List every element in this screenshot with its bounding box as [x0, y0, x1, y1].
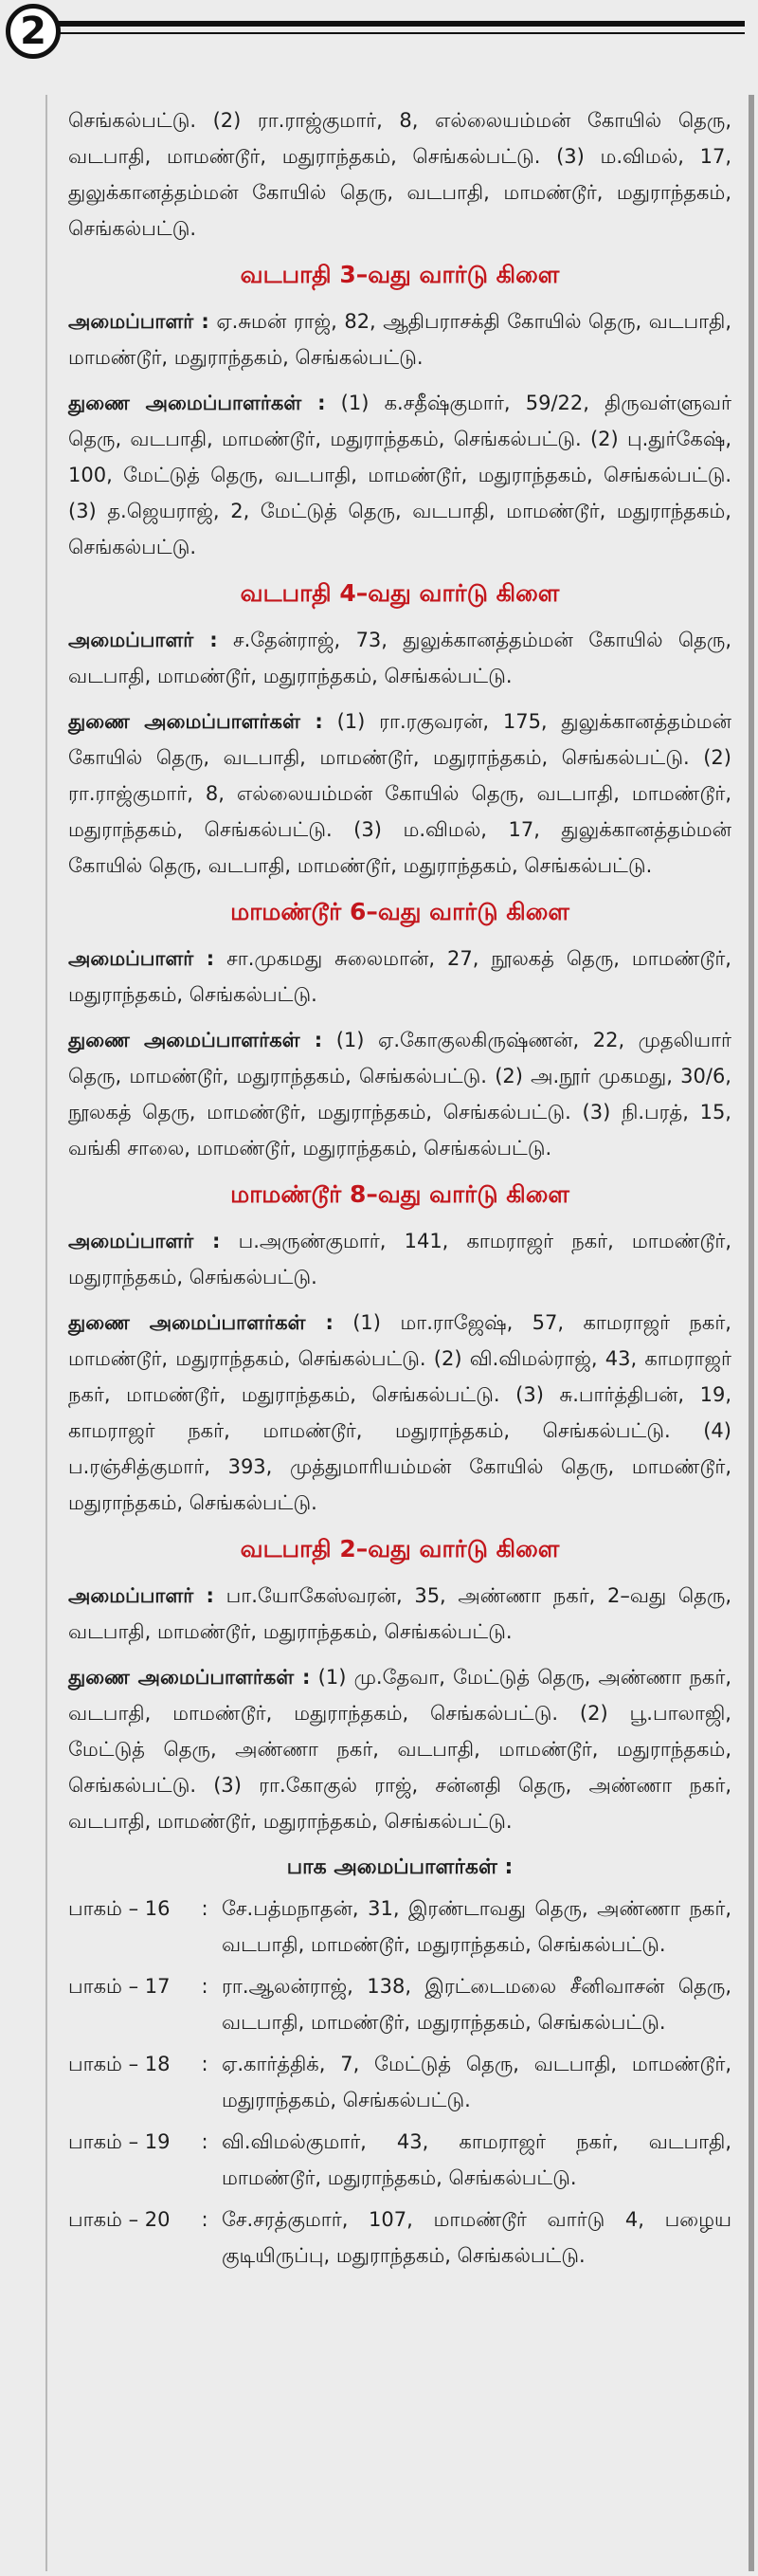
- organizer-paragraph: [68, 303, 731, 375]
- deputy-text: (1) ஏ.கோகுலகிருஷ்ணன், 22, முதலியார் தெரு, மாமண்டூர், மதுராந்தகம், செங்கல்பட்டு. (2) அ.நூர் முகமது, 30/6, நூலகத் தெரு, மாமண்டூர், மதுராந்தகம், செங்கல்பட்டு. (3) நி.பரத், 15, வங்கி சாலை, மாமண்டூர், மதுராந்தகம், செங்கல்பட்டு.: [68, 1029, 731, 1160]
- booth-row: [68, 2046, 731, 2118]
- deputy-paragraph: [68, 703, 731, 884]
- ward-heading: வடபாதி 4–வது வார்டு கிளை: [240, 579, 560, 607]
- booth-organizer-text: வி.விமல்குமார், 43, காமராஜர் நகர், வடபாதி, மாமண்டூர், மதுராந்தகம், செங்கல்பட்டு.: [222, 2130, 731, 2189]
- booth-row: [68, 1968, 731, 2040]
- deputy-text: (1) மு.தேவா, மேட்டுத் தெரு, அண்ணா நகர், வடபாதி, மாமண்டூர், மதுராந்தகம், செங்கல்பட்டு. (2) பூ.பாலாஜி, மேட்டுத் தெரு, அண்ணா நகர், வடபாதி, மாமண்டூர், மதுராந்தகம், செங்கல்பட்டு. (3) ரா.கோகுல் ராஜ், சன்னதி தெரு, அண்ணா நகர், வடபாதி, மாமண்டூர், மதுராந்தகம், செங்கல்பட்டு.: [68, 1666, 732, 1833]
- booth-organizer-text: சே.சரத்குமார், 107, மாமண்டூர் வார்டு 4, பழைய குடியிருப்பு, மதுராந்தகம், செங்கல்பட்டு.: [222, 2208, 731, 2267]
- ward-section: [68, 575, 731, 884]
- booth-row: [68, 1891, 731, 1963]
- booth-organizer-text: சே.பத்மநாதன், 31, இரண்டாவது தெரு, அண்ணா நகர், வடபாதி, மாமண்டூர், மதுராந்தகம், செங்கல்பட்டு.: [222, 1897, 731, 1956]
- booth-organizer-text: ஏ.கார்த்திக், 7, மேட்டுத் தெரு, வடபாதி, மாமண்டூர், மதுராந்தகம், செங்கல்பட்டு.: [222, 2053, 731, 2111]
- booth-number: பாகம் – 18: [68, 2053, 171, 2075]
- organizer-label: அமைப்பாளர் :: [68, 629, 218, 651]
- deputy-text: (1) ரா.ரகுவரன், 175, துலுக்கானத்தம்மன் கோயில் தெரு, வடபாதி, மாமண்டூர், மதுராந்தகம், செங்கல்பட்டு. (2) ரா.ராஜ்குமார், 8, எல்லையம்மன் கோயில் தெரு, வடபாதி, மாமண்டூர், மதுராந்தகம், செங்கல்பட்டு. (3) ம.விமல், 17, துலுக்கானத்தம்மன் கோயில் தெரு, வடபாதி, மாமண்டூர், மதுராந்தகம், செங்கல்பட்டு.: [68, 710, 731, 877]
- deputy-label: துணை அமைப்பாளர்கள் :: [68, 1311, 334, 1334]
- page-header: [0, 0, 758, 53]
- booth-separator: :: [201, 2130, 208, 2153]
- organizer-paragraph: [68, 1223, 731, 1295]
- organizer-paragraph: [68, 1578, 731, 1650]
- header-rule-thin: [57, 32, 745, 34]
- booth-separator: :: [201, 1897, 208, 1920]
- deputy-text: (1) க.சதீஷ்குமார், 59/22, திருவள்ளுவர் தெரு, வடபாதி, மாமண்டூர், மதுராந்தகம், செங்கல்பட்டு. (2) பு.துர்கேஷ், 100, மேட்டுத் தெரு, வடபாதி, மாமண்டூர், மதுராந்தகம், செங்கல்பட்டு. (3) த.ஜெயராஜ், 2, மேட்டுத் தெரு, வடபாதி, மாமண்டூர், மதுராந்தகம், செங்கல்பட்டு.: [68, 392, 731, 558]
- organizer-label: அமைப்பாளர் :: [68, 310, 209, 333]
- booth-row: [68, 2201, 731, 2274]
- page-number-badge: 2: [6, 4, 61, 59]
- deputy-paragraph: [68, 1659, 731, 1839]
- intro-paragraph: செங்கல்பட்டு. (2) ரா.ராஜ்குமார், 8, எல்லையம்மன் கோயில் தெரு, வடபாதி, மாமண்டூர், மதுராந்தகம், செங்கல்பட்டு. (3) ம.விமல், 17, துலுக்கானத்தம்மன் கோயில் தெரு, வடபாதி, மாமண்டூர், மதுராந்தகம், செங்கல்பட்டு.: [68, 109, 731, 240]
- organizer-text: ஏ.சுமன் ராஜ், 82, ஆதிபராசக்தி கோயில் தெரு, வடபாதி, மாமண்டூர், மதுராந்தகம், செங்கல்பட்டு.: [68, 310, 732, 369]
- booth-organizer-text: ரா.ஆலன்ராஜ், 138, இரட்டைமலை சீனிவாசன் தெரு, வடபாதி, மாமண்டூர், மதுராந்தகம், செங்கல்பட்டு.: [222, 1975, 731, 2034]
- booth-row: [68, 2124, 731, 2196]
- ward-heading: மாமண்டூர் 8–வது வார்டு கிளை: [230, 1180, 569, 1208]
- organizer-text: ப.அருண்குமார், 141, காமராஜர் நகர், மாமண்டூர், மதுராந்தகம், செங்கல்பட்டு.: [68, 1230, 732, 1288]
- booth-separator: :: [201, 1975, 208, 1998]
- ward-heading: மாமண்டூர் 6–வது வார்டு கிளை: [230, 898, 569, 925]
- organizer-text: சா.முகமது சுலைமான், 27, நூலகத் தெரு, மாமண்டூர், மதுராந்தகம், செங்கல்பட்டு.: [68, 947, 731, 1006]
- deputy-label: துணை அமைப்பாளர்கள் :: [68, 1666, 311, 1689]
- deputy-label: துணை அமைப்பாளர்கள் :: [68, 392, 326, 414]
- organizer-paragraph: [68, 941, 731, 1013]
- booth-separator: :: [201, 2208, 208, 2231]
- ward-section: [68, 256, 731, 565]
- deputy-label: துணை அமைப்பாளர்கள் :: [68, 710, 323, 733]
- booth-number: பாகம் – 19: [68, 2130, 171, 2153]
- ward-section: [68, 1176, 731, 1521]
- booth-organizers-heading: பாக அமைப்பாளர்கள் :: [286, 1855, 514, 1879]
- booth-number: பாகம் – 17: [68, 1975, 171, 1998]
- deputy-text: (1) மா.ராஜேஷ், 57, காமராஜர் நகர், மாமண்டூர், மதுராந்தகம், செங்கல்பட்டு. (2) வி.விமல்ராஜ், 43, காமராஜர் நகர், மாமண்டூர், மதுராந்தகம், செங்கல்பட்டு. (3) சு.பார்த்திபன், 19, காமராஜர் நகர், மாமண்டூர், மதுராந்தகம், செங்கல்பட்டு. (4) ப.ரஞ்சித்குமார், 393, முத்துமாரியம்மன் கோயில் தெரு, மாமண்டூர், மதுராந்தகம், செங்கல்பட்டு.: [68, 1311, 731, 1514]
- organizer-label: அமைப்பாளர் :: [68, 1584, 214, 1607]
- organizer-text: ச.தேன்ராஜ், 73, துலுக்கானத்தம்மன் கோயில் தெரு, வடபாதி, மாமண்டூர், மதுராந்தகம், செங்கல்பட்டு.: [68, 629, 731, 687]
- deputy-paragraph: [68, 1022, 731, 1166]
- ward-heading: வடபாதி 2–வது வார்டு கிளை: [240, 1535, 560, 1562]
- organizer-label: அமைப்பாளர் :: [68, 947, 215, 970]
- ward-section: [68, 1530, 731, 1839]
- organizer-text: பா.யோகேஸ்வரன், 35, அண்ணா நகர், 2–வது தெரு, வடபாதி, மாமண்டூர், மதுராந்தகம், செங்கல்பட்டு.: [68, 1584, 731, 1643]
- ward-section: [68, 893, 731, 1166]
- deputy-paragraph: [68, 1305, 731, 1521]
- booth-separator: :: [201, 2053, 208, 2075]
- organizer-label: அமைப்பாளர் :: [68, 1230, 221, 1252]
- ward-heading: வடபாதி 3–வது வார்டு கிளை: [240, 261, 560, 288]
- deputy-label: துணை அமைப்பாளர்கள் :: [68, 1029, 323, 1051]
- booth-number: பாகம் – 20: [68, 2208, 171, 2231]
- booth-number: பாகம் – 16: [68, 1897, 171, 1920]
- organizer-paragraph: [68, 622, 731, 694]
- deputy-paragraph: [68, 385, 731, 565]
- header-rule-thick: [57, 21, 745, 27]
- article-body: [68, 102, 731, 2279]
